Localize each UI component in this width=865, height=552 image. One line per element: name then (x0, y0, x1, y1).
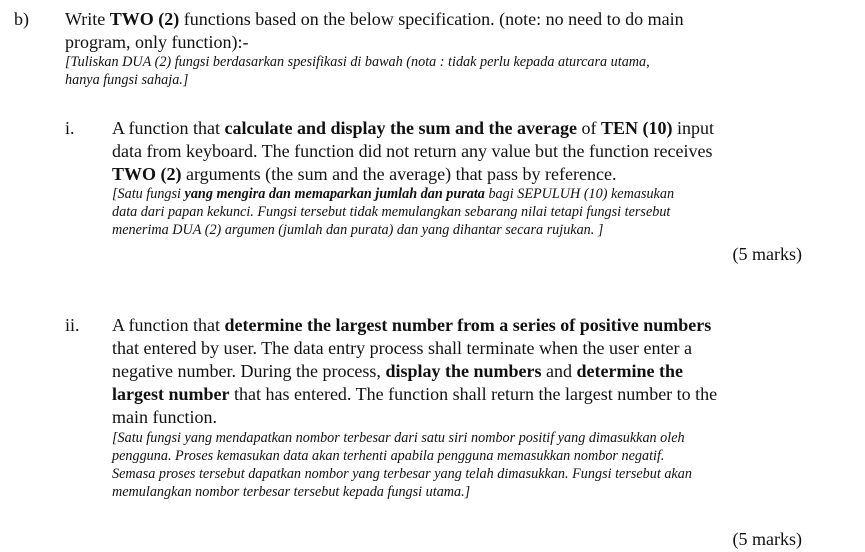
question-intro-malay-line-2: hanya fungsi sahaja.] (65, 72, 189, 88)
text: Semasa proses tersebut dapatkan nombor yang terbesar yang telah dimasukkan. Fungsi tersebut akan (112, 466, 692, 482)
emphasis: largest number (112, 384, 230, 404)
part-i-malay-line-2 (112, 203, 670, 222)
question-intro-line-2: program, only function):- (65, 32, 249, 52)
emphasis: display the numbers (385, 361, 542, 381)
question-intro-line-1 (65, 8, 684, 31)
emphasis: TEN (10) (601, 118, 673, 138)
text: A function that (112, 315, 225, 335)
text: pengguna. Proses kemasukan data akan terhenti apabila pengguna memasukkan nombor negatif. (112, 448, 665, 464)
text: arguments (the sum and the average) that pass by reference. (181, 164, 617, 184)
question-intro-malay-line-1: [Tuliskan DUA (2) fungsi berdasarkan spesifikasi di bawah (nota : tidak perlu kepada aturcara utama, (65, 54, 650, 70)
text: data dari papan kekunci. Fungsi tersebut tidak memulangkan sebarang nilai tetapi fungsi tersebut (112, 204, 671, 220)
part-ii-marks: (5 marks) (732, 529, 802, 549)
text: data from keyboard. The function did not return any value but the function receives (112, 141, 713, 161)
text: of (577, 118, 601, 138)
part-i-line-2 (112, 140, 712, 163)
intro-text: Write (65, 9, 110, 29)
emphasis: determine the (576, 361, 683, 381)
text: and (541, 361, 577, 381)
part-ii-malay-line-4 (112, 483, 470, 502)
emphasis: TWO (2) (112, 164, 182, 184)
text: input (672, 118, 715, 138)
part-i-marks: (5 marks) (732, 244, 802, 264)
intro-text: functions based on the below specification. (note: no need to do main (179, 9, 684, 29)
part-i-line-3 (112, 163, 617, 186)
text: [Satu fungsi yang mendapatkan nombor terbesar dari satu siri nombor positif yang dimasukkan oleh (112, 430, 685, 446)
part-ii-line-3 (112, 360, 683, 383)
intro-emphasis: TWO (2) (109, 9, 180, 29)
part-i-malay-line-3 (112, 221, 603, 240)
emphasis: yang mengira dan memaparkan jumlah dan purata (184, 186, 485, 202)
part-i-line-1 (112, 117, 714, 140)
text: [Satu fungsi (112, 186, 185, 202)
text: bagi SEPULUH (10) kemasukan (484, 186, 675, 202)
part-ii-malay-line-1 (112, 429, 685, 448)
part-ii-line-4 (112, 383, 717, 406)
part-ii-line-1 (112, 314, 711, 337)
part-ii-malay-line-3 (112, 465, 692, 484)
text: that has entered. The function shall return the largest number to the (229, 384, 718, 404)
part-i-numeral: i. (65, 118, 75, 138)
text: A function that (112, 118, 225, 138)
emphasis: determine the largest number from a series of positive numbers (224, 315, 712, 335)
part-ii-line-5 (112, 406, 217, 429)
text: that entered by user. The data entry process shall terminate when the user enter a (112, 338, 692, 358)
text: main function. (112, 407, 217, 427)
emphasis: calculate and display the sum and the average (224, 118, 577, 138)
part-ii-malay-line-2 (112, 447, 664, 466)
part-ii-line-2 (112, 337, 692, 360)
text: memulangkan nombor terbesar tersebut kepada fungsi utama.] (112, 484, 471, 500)
text: menerima DUA (2) argumen (jumlah dan purata) dan yang dihantar secara rujukan. ] (112, 222, 604, 238)
question-label: b) (14, 9, 29, 29)
text: negative number. During the process, (112, 361, 386, 381)
part-i-malay-line-1 (112, 185, 674, 204)
part-ii-numeral: ii. (65, 315, 80, 335)
